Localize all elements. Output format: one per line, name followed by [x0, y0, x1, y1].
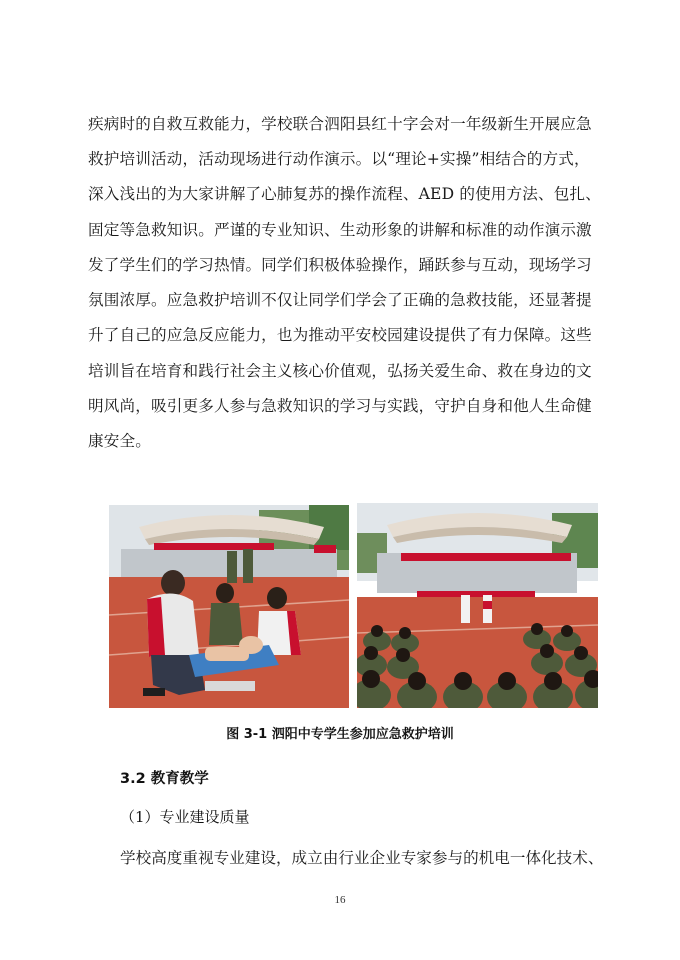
paragraph-line: 培训旨在培育和践行社会主义核心价值观，弘扬关爱生命、救在身边的文: [88, 362, 592, 380]
section-heading: 3.2 教育教学: [120, 771, 209, 787]
paragraph-line: 发了学生们的学习热情。同学们积极体验操作，踊跃参与互动，现场学习: [88, 256, 592, 274]
page-number: 16: [334, 894, 346, 906]
paragraph-line: 固定等急救知识。严谨的专业知识、生动形象的讲解和标准的动作演示激: [88, 221, 592, 239]
next-paragraph-line: 学校高度重视专业建设，成立由行业企业专家参与的机电一体化技术、: [120, 849, 604, 867]
cpr-demonstration-photo: [109, 505, 349, 708]
figure-caption: 图 3-1 泗阳中专学生参加应急救护培训: [226, 727, 454, 742]
paragraph-line: 明风尚，吸引更多人参与急救知识的学习与实践，守护自身和他人生命健: [88, 397, 592, 415]
paragraph-line: 升了自己的应急反应能力，也为推动平安校园建设提供了有力保障。这些: [88, 326, 592, 344]
paragraph-line: 疾病时的自救互救能力，学校联合泗阳县红十字会对一年级新生开展应急: [88, 115, 592, 133]
students-training-photo: [357, 503, 598, 708]
paragraph-line: 康安全。: [88, 432, 151, 450]
subsection-heading: （1）专业建设质量: [120, 808, 250, 826]
paragraph-line: 救护培训活动，活动现场进行动作演示。以“理论+实操”相结合的方式，: [88, 150, 590, 168]
paragraph-line: 氛围浓厚。应急救护培训不仅让同学们学会了正确的急救技能，还显著提: [88, 291, 592, 309]
paragraph-line: 深入浅出的为大家讲解了心肺复苏的操作流程、AED 的使用方法、包扎、: [88, 185, 602, 203]
